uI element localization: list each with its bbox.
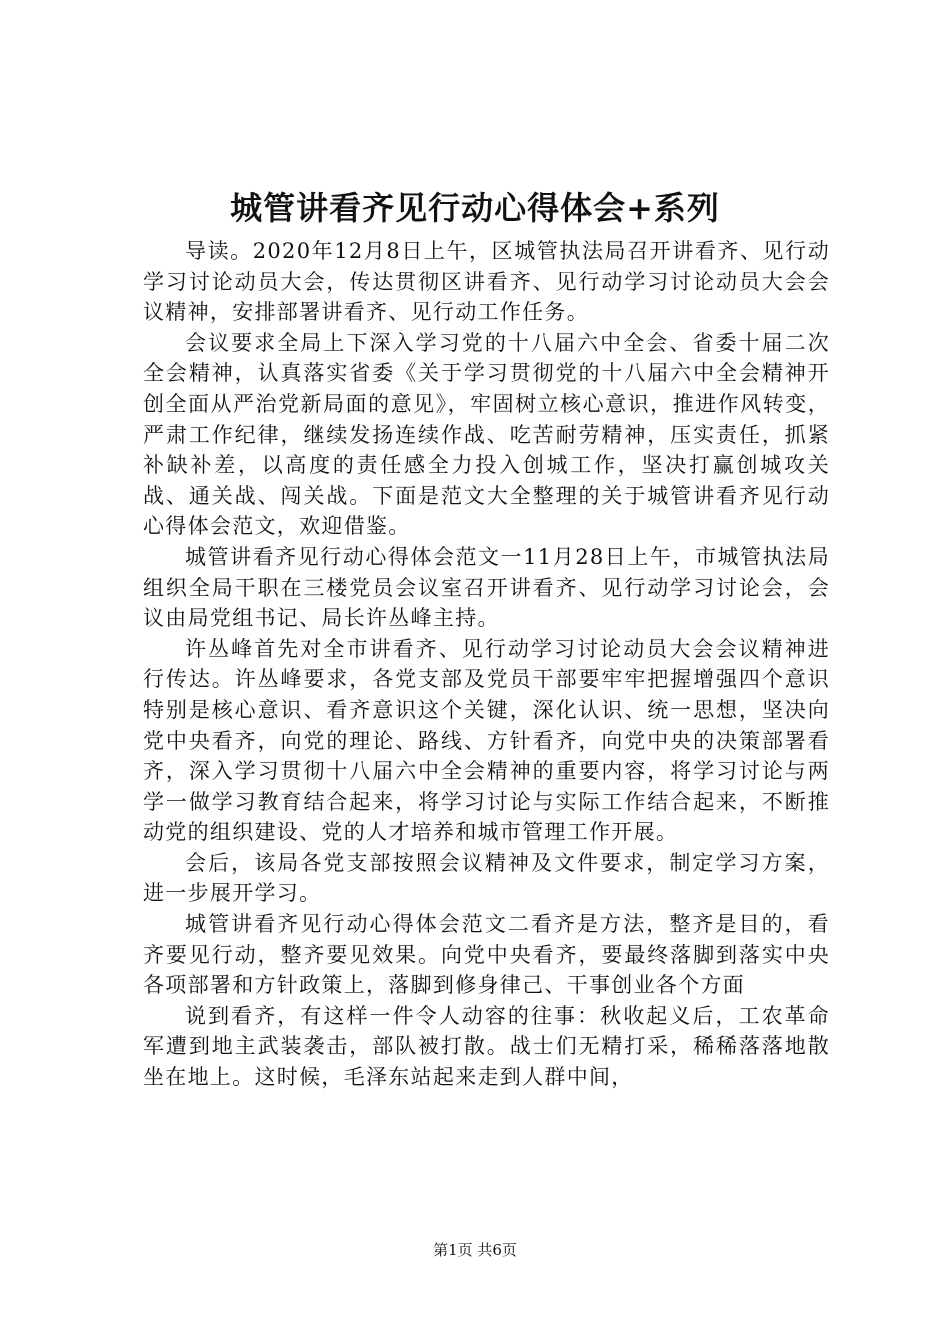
- paragraph-sample-two: 城管讲看齐见行动心得体会范文二看齐是方法，整齐是目的，看齐要见行动，整齐要见效果。向党中央看齐，要最终落脚到落实中央各项部署和方针政策上，落脚到修身律己、干事创业各个方面: [143, 912, 830, 998]
- paragraph-intro: 导读。2020年12月8日上午，区城管执法局召开讲看齐、见行动学习讨论动员大会，传达贯彻区讲看齐、见行动学习讨论动员大会会议精神，安排部署讲看齐、见行动工作任务。: [143, 239, 830, 325]
- paragraph-xu-congfeng: 许丛峰首先对全市讲看齐、见行动学习讨论动员大会会议精神进行传达。许丛峰要求，各党支部及党员干部要牢牢把握增强四个意识特别是核心意识、看齐意识这个关键，深化认识、统一思想，坚决向党中央看齐，向党的理论、路线、方针看齐，向党中央的决策部署看齐，深入学习贯彻十八届六中全会精神的重要内容，将学习讨论与两学一做学习教育结合起来，将学习讨论与实际工作结合起来，不断推动党的组织建设、党的人才培养和城市管理工作开展。: [143, 636, 830, 845]
- page-footer: 第1页 共6页: [433, 1241, 517, 1259]
- document-title: 城管讲看齐见行动心得体会+系列: [230, 189, 720, 227]
- paragraph-meeting-requirements: 会议要求全局上下深入学习党的十八届六中全会、省委十届二次全会精神，认真落实省委《关于学习贯彻党的十八届六中全会精神开创全面从严治党新局面的意见》，牢固树立核心意识，推进作风转变，严肃工作纪律，继续发扬连续作战、吃苦耐劳精神，压实责任，抓紧补缺补差，以高度的责任感全力投入创城工作，坚决打赢创城攻关战、通关战、闯关战。下面是范文大全整理的关于城管讲看齐见行动心得体会范文，欢迎借鉴。: [143, 330, 830, 539]
- document-body: [143, 236, 830, 1093]
- paragraph-story: 说到看齐，有这样一件令人动容的往事：秋收起义后，工农革命军遭到地主武装袭击，部队被打散。战士们无精打采，稀稀落落地散坐在地上。这时候，毛泽东站起来走到人群中间，: [143, 1003, 830, 1090]
- paragraph-sample-one: 城管讲看齐见行动心得体会范文一11月28日上午，市城管执法局组织全局干职在三楼党员会议室召开讲看齐、见行动学习讨论会，会议由局党组书记、局长许丛峰主持。: [143, 544, 830, 631]
- paragraph-after-meeting: 会后，该局各党支部按照会议精神及文件要求，制定学习方案，进一步展开学习。: [143, 850, 830, 906]
